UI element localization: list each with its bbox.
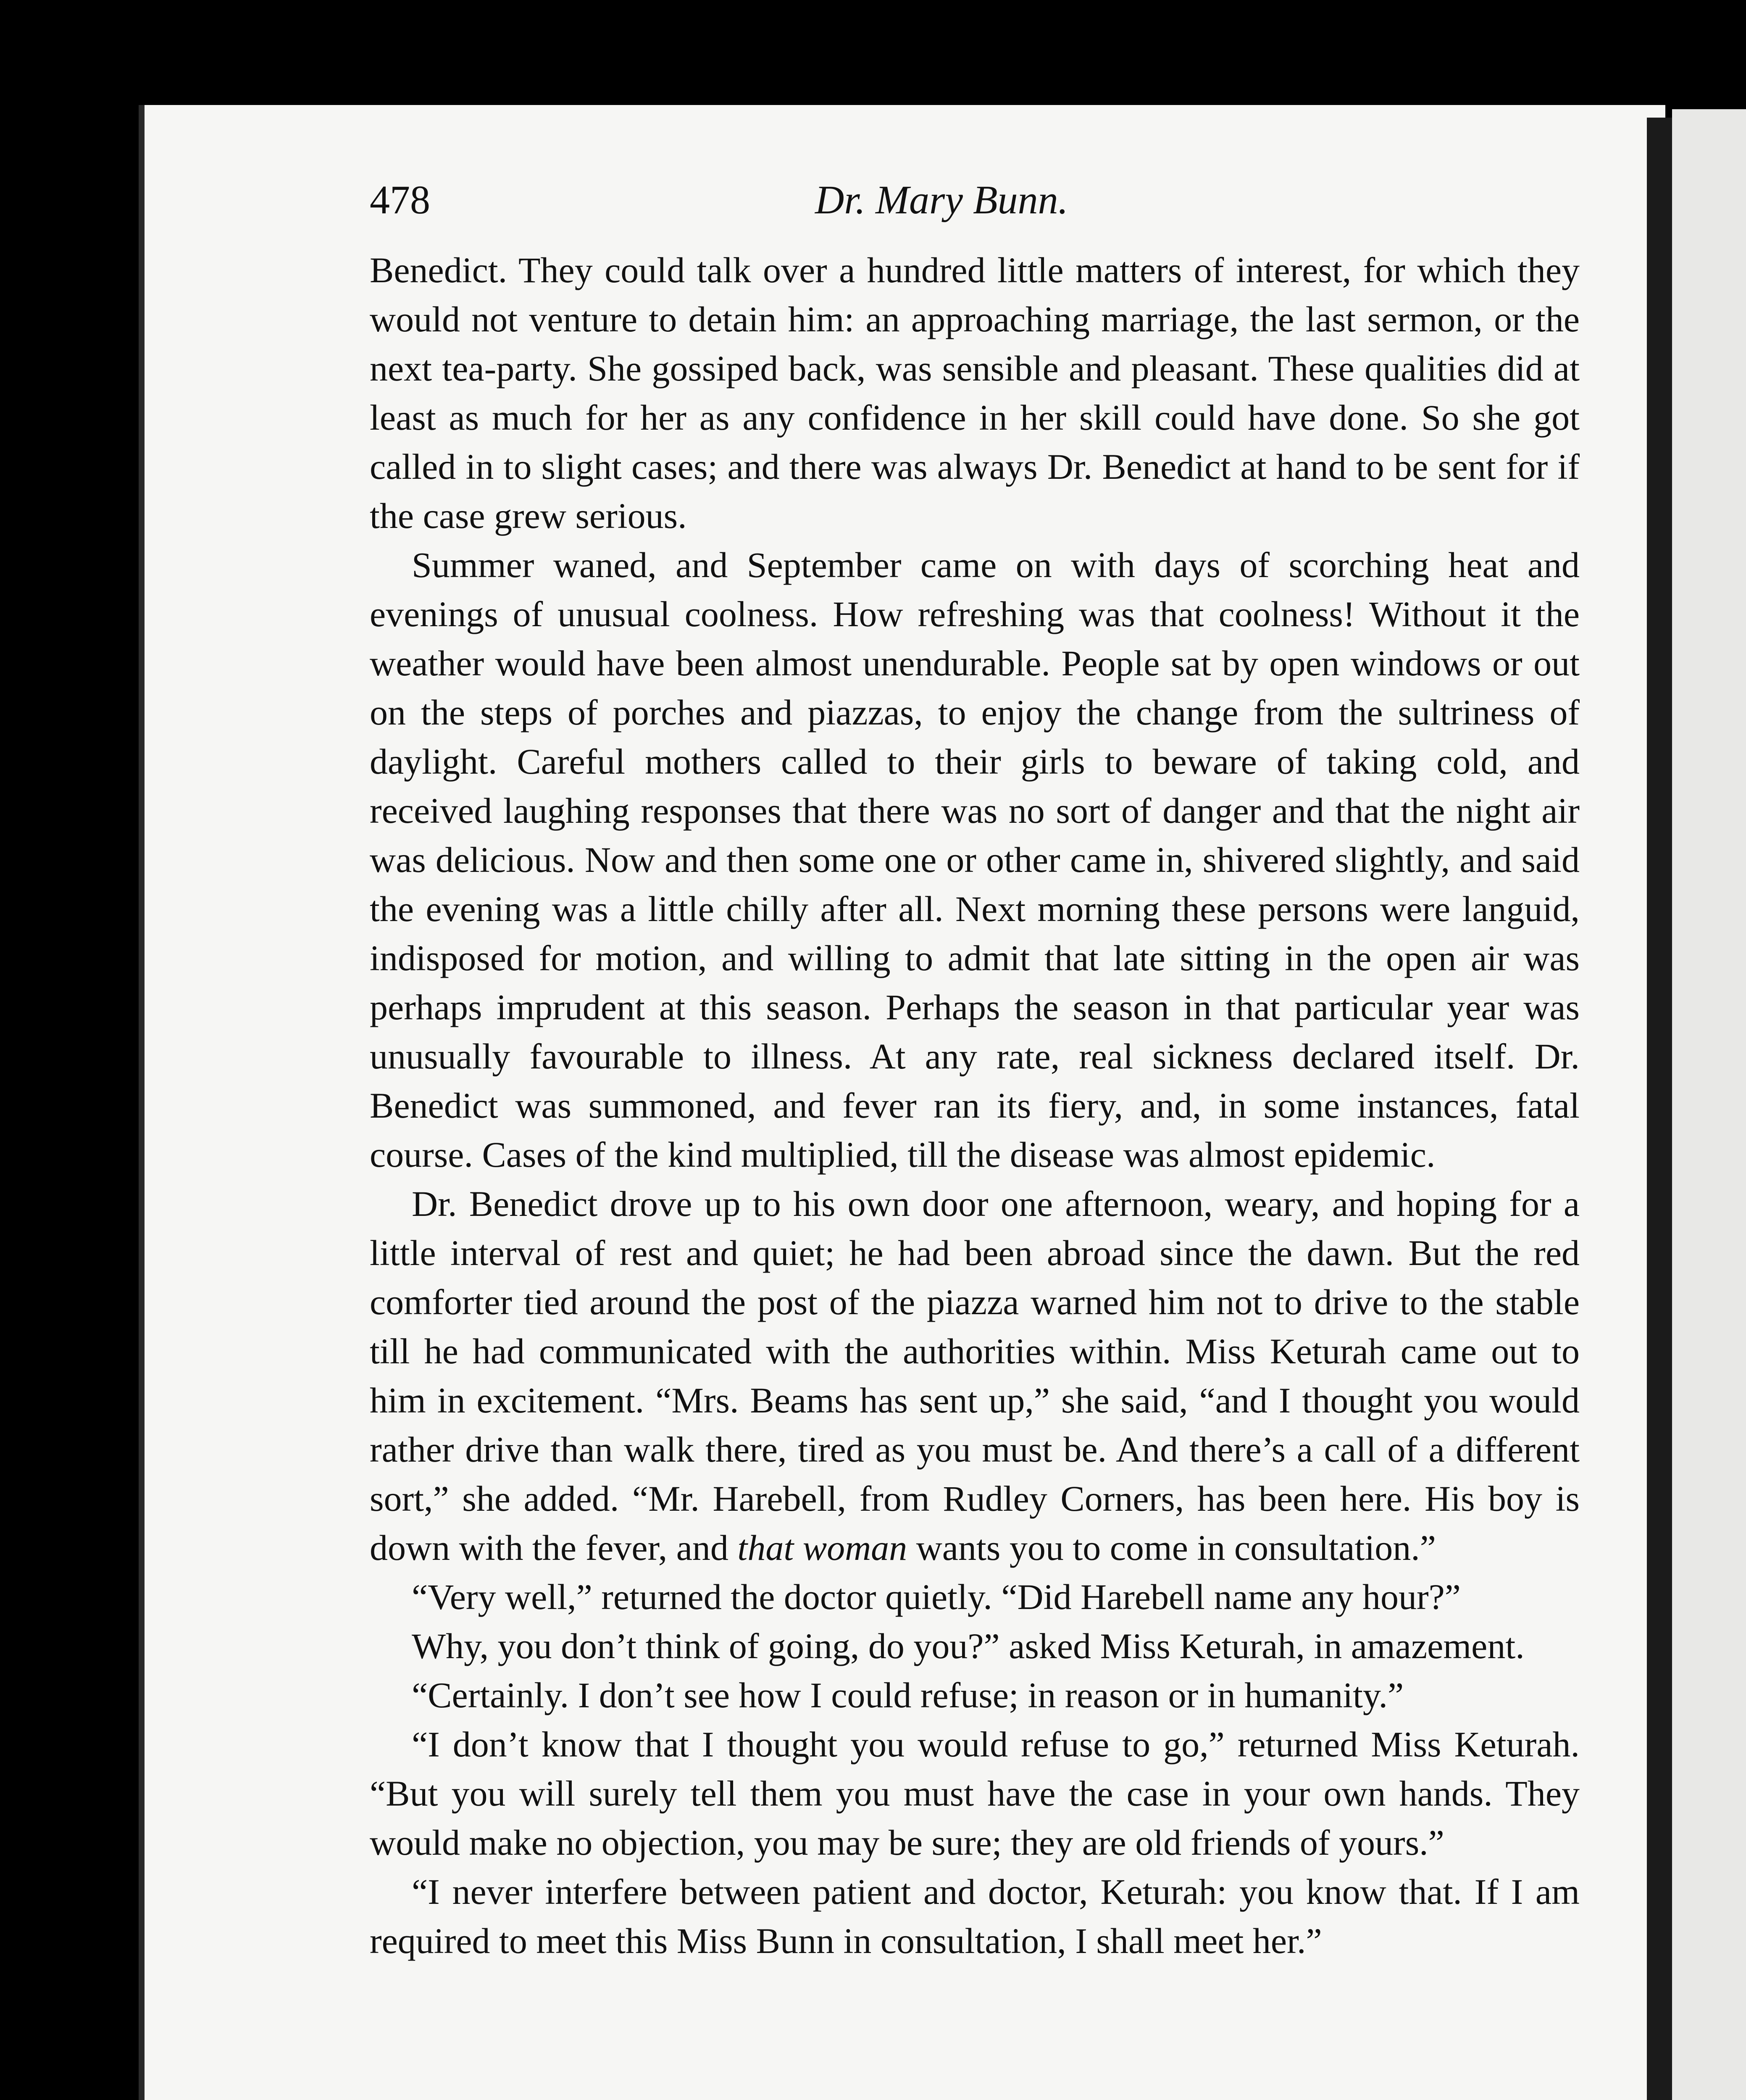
paragraph-text: “Very well,” returned the doctor quietly. “Did Harebell name any hour?” bbox=[412, 1577, 1461, 1617]
paragraph bbox=[370, 1179, 1580, 1572]
paragraph-text: Dr. Benedict drove up to his own door one afternoon, weary, and hoping for a little interval of rest and quiet; he had been abroad since the dawn. But the red comforter tied around the post of the piazza warned him not to drive to the stable till he had communicated with the authorities within. Miss Keturah came out to him in excitement. “Mrs. Beams has sent up,” she said, “and I thought you would rather drive than walk there, tired as you must be. And there’s a call of a different sort,” she added. “Mr. Harebell, from Rudley Corners, has been here. His boy is down with the fever, and bbox=[370, 1184, 1580, 1568]
paragraph bbox=[370, 1867, 1580, 1966]
paragraph bbox=[370, 1572, 1580, 1622]
italic-emphasis: that woman bbox=[737, 1528, 907, 1568]
facing-page-edge bbox=[1672, 109, 1746, 2100]
page-number: 478 bbox=[370, 177, 430, 222]
paragraph-text: Summer waned, and September came on with days of scorching heat and evenings of unusual coolness. How refreshing was that coolness! Without it the weather would have been almost unendurable. People sat by open windows or out on the steps of porches and piazzas, to enjoy the change from the sultriness of daylight. Careful mothers called to their girls to beware of taking cold, and received laughing responses that there was no sort of danger and that the night air was delicious. Now and then some one or other came in, shivered slightly, and said the evening was a little chilly after all. Next morning these persons were languid, indisposed for motion, and willing to admit that late sitting in the open air was perhaps imprudent at this season. Perhaps the season in that particular year was unusually favourable to illness. At any rate, real sickness declared itself. Dr. Benedict was summoned, and fever ran its fiery, and, in some instances, fatal course. Cases of the kind multiplied, till the disease was almost epidemic. bbox=[370, 545, 1580, 1175]
paragraph-text: Benedict. They could talk over a hundred little matters of interest, for which they would not venture to detain him: an approaching marriage, the last sermon, or the next tea-party. She gossiped back, was sensible and pleasant. These qualities did at least as much for her as any confidence in her skill could have done. So she got called in to slight cases; and there was always Dr. Benedict at hand to be sent for if the case grew serious. bbox=[370, 250, 1580, 536]
running-head bbox=[370, 176, 1580, 244]
paragraph-text: Why, you don’t think of going, do you?” asked Miss Keturah, in amazement. bbox=[412, 1626, 1525, 1666]
paragraph bbox=[370, 1671, 1580, 1720]
paragraph bbox=[370, 541, 1580, 1179]
paragraph bbox=[370, 1720, 1580, 1867]
paragraph-text: “Certainly. I don’t see how I could refuse; in reason or in humanity.” bbox=[412, 1675, 1404, 1715]
paragraph-text: “I never interfere between patient and doctor, Keturah: you know that. If I am required to meet this Miss Bunn in consultation, I shall meet her.” bbox=[370, 1872, 1580, 1961]
paragraph bbox=[370, 1622, 1580, 1671]
page-gutter-shadow bbox=[1647, 118, 1672, 2100]
paragraph-text: wants you to come in consultation.” bbox=[907, 1528, 1436, 1568]
paragraph-continued bbox=[370, 246, 1580, 541]
body-text bbox=[370, 246, 1580, 1966]
running-title: Dr. Mary Bunn. bbox=[815, 177, 1068, 222]
paragraph-text: “I don’t know that I thought you would refuse to go,” returned Miss Keturah. “But you will surely tell them you must have the case in your own hands. They would make no objection, you may be sure; they are old friends of yours.” bbox=[370, 1724, 1580, 1863]
